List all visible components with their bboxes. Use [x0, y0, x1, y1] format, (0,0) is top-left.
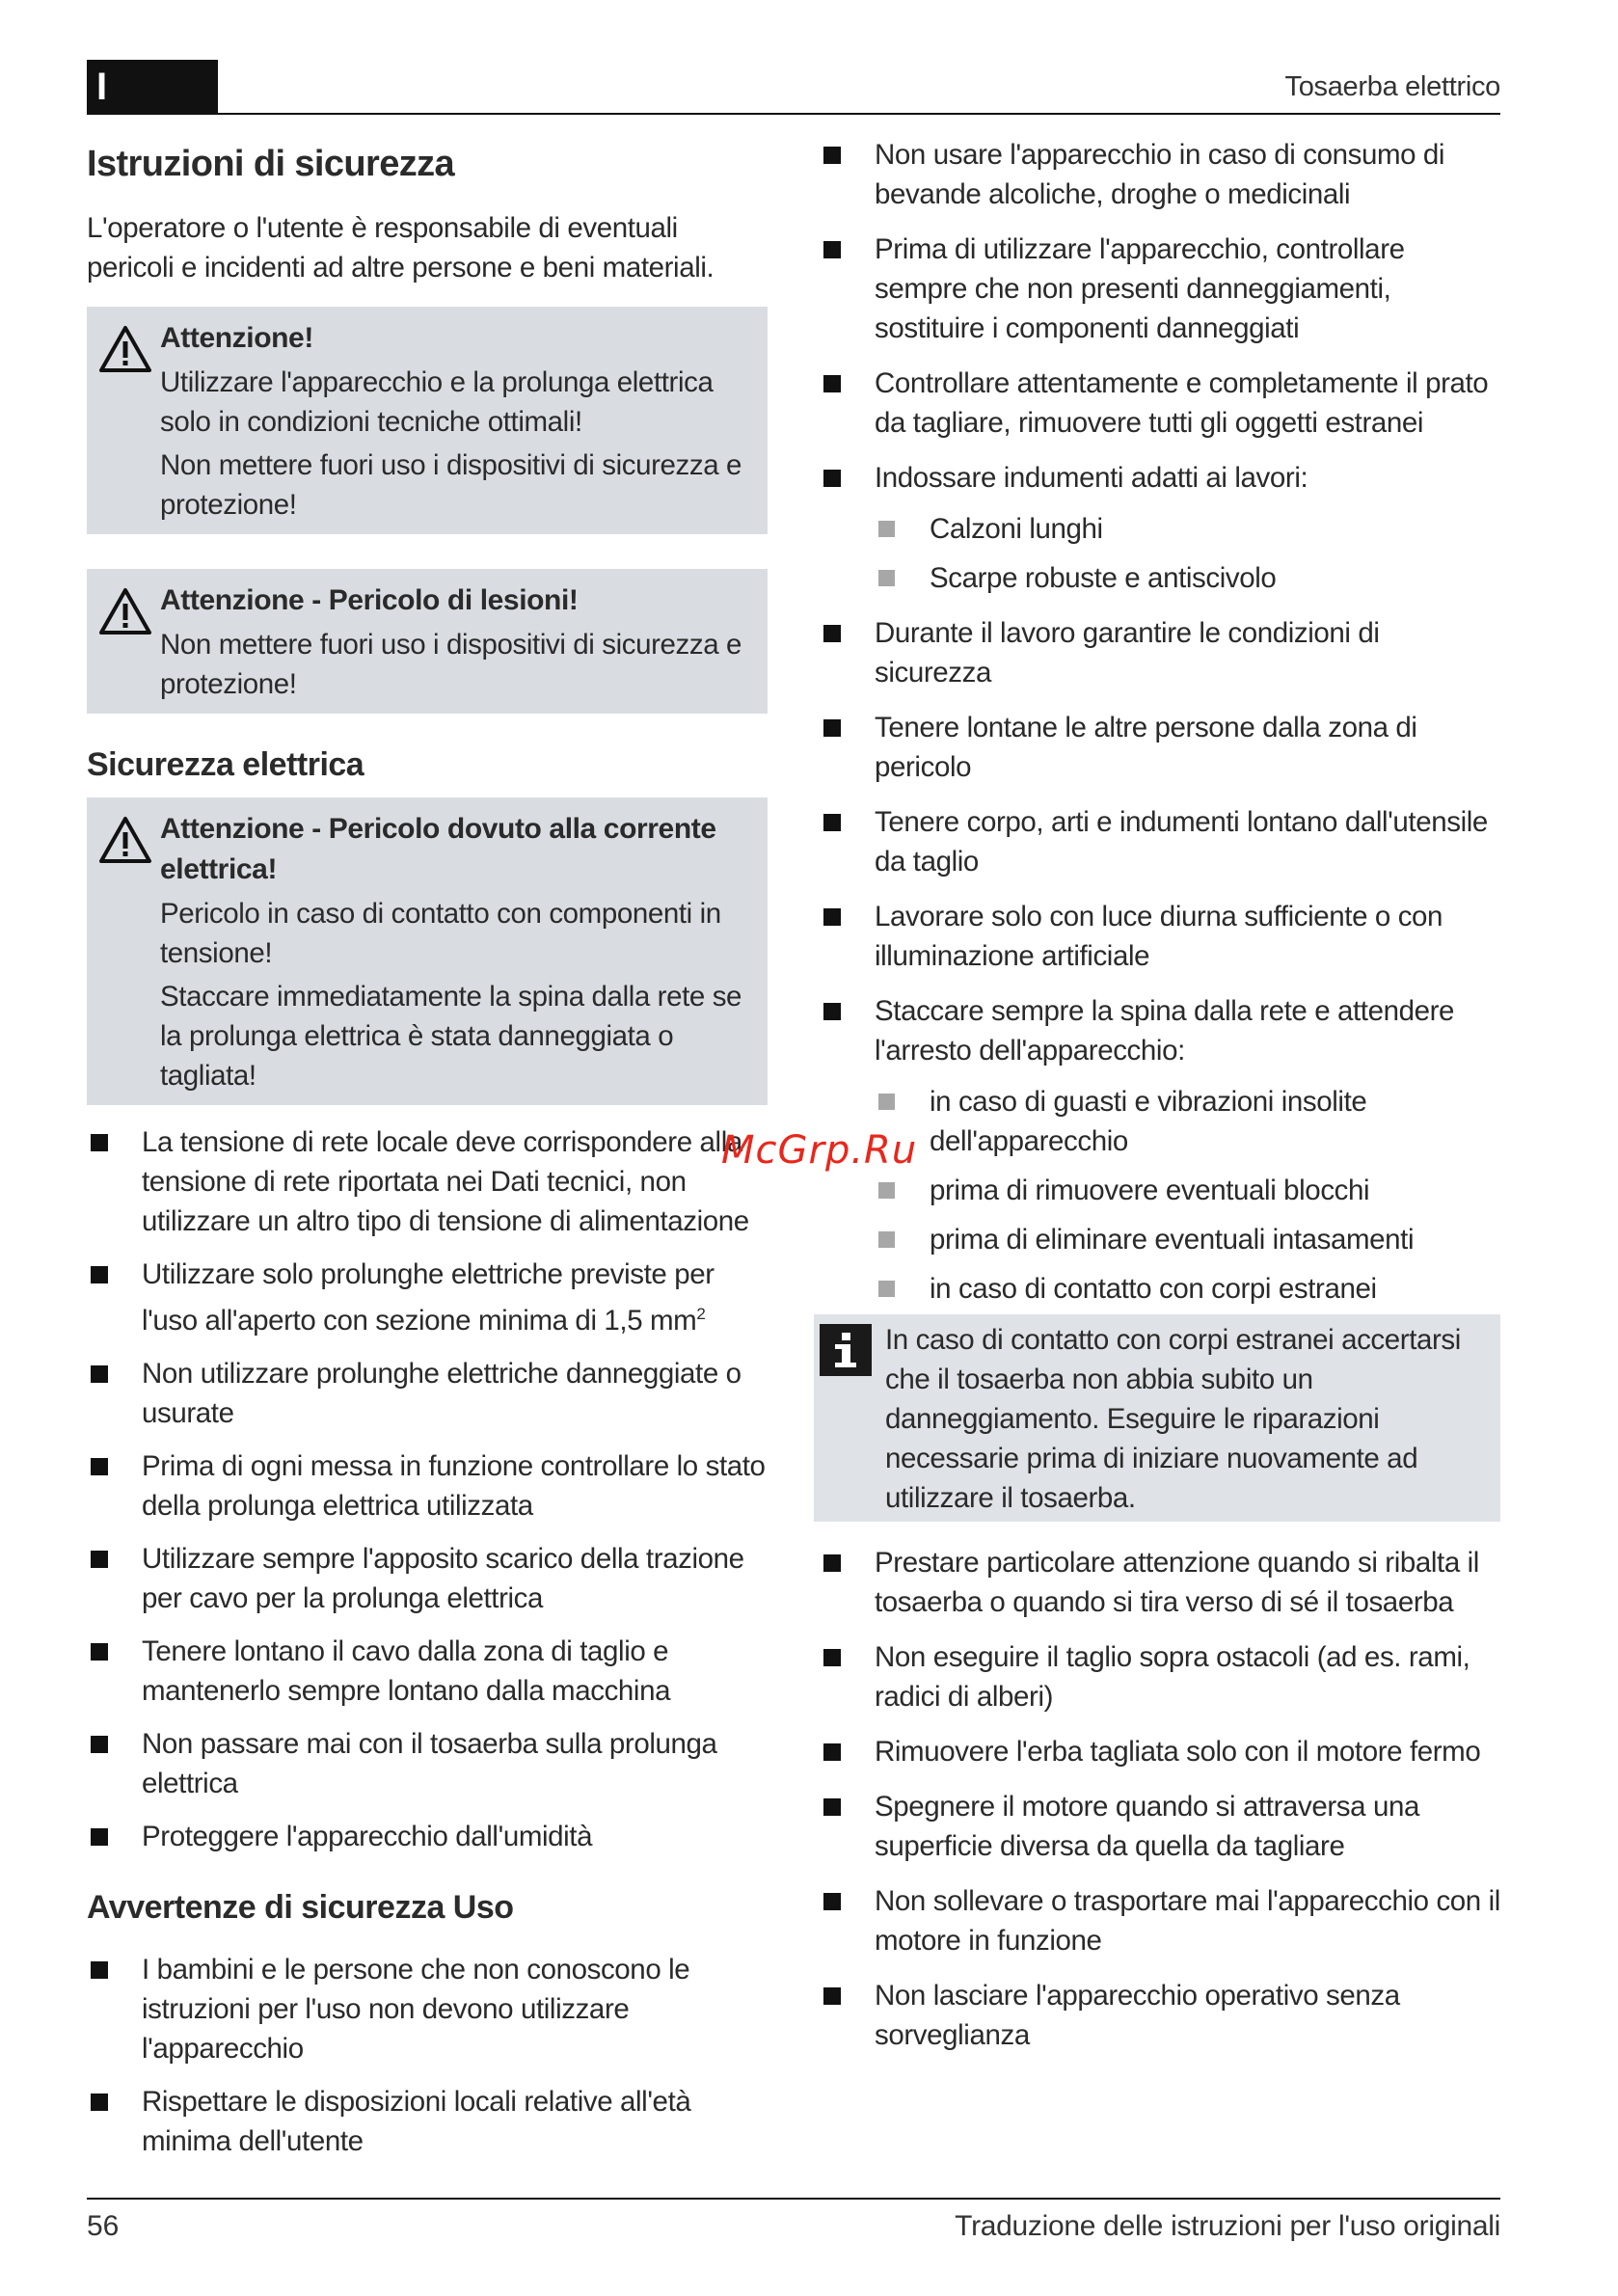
- bullet-square-icon: [91, 1266, 108, 1283]
- bullet-square-icon: [878, 521, 895, 537]
- operation-safety-list: [820, 1543, 1500, 2055]
- info-glyph-icon: [829, 1331, 862, 1369]
- list-item: Lavorare solo con luce diurna sufficiente o con illuminazione artificiale: [820, 897, 1500, 976]
- list-item: Non lasciare l'apparecchio operativo senza sorveglianza: [820, 1976, 1500, 2055]
- bullet-square-icon: [823, 1003, 841, 1020]
- list-item: Utilizzare solo prolunghe elettriche previste per l'uso all'aperto con sezione minima di 1,5 $mm^2$: [87, 1255, 768, 1340]
- warning-box-general: [87, 307, 768, 534]
- bullet-square-icon: [878, 570, 895, 586]
- sublist-item: prima di eliminare eventuali intasamenti: [875, 1220, 1500, 1259]
- warning-triangle-icon: [98, 586, 152, 636]
- electric-safety-list: [87, 1122, 768, 1856]
- list-item: La tensione di rete locale deve corrispondere alla tensione di rete riportata nei Dati tecnici, non utilizzare un altro tipo di tensione di alimentazione: [87, 1122, 768, 1241]
- bullet-square-icon: [823, 470, 841, 487]
- safety-heading: Istruzioni di sicurezza: [87, 144, 455, 184]
- warning-triangle-icon: [98, 324, 152, 374]
- list-item: I bambini e le persone che non conoscono le istruzioni per l'uso non devono utilizzare l'apparecchio: [87, 1950, 768, 2068]
- list-item: Rimuovere l'erba tagliata solo con il motore fermo: [820, 1732, 1500, 1771]
- info-icon: [820, 1324, 872, 1376]
- list-item: Utilizzare sempre l'apposito scarico della trazione per cavo per la prolunga elettrica: [87, 1539, 768, 1618]
- language-tab: I: [87, 60, 218, 114]
- bullet-square-icon: [878, 1231, 895, 1248]
- bullet-square-icon: [878, 1182, 895, 1199]
- bullet-square-icon: [823, 1798, 841, 1816]
- list-item: Non sollevare o trasportare mai l'apparecchio con il motore in funzione: [820, 1881, 1500, 1960]
- warning-title: Attenzione - Pericolo di lesioni!: [160, 584, 579, 616]
- sublist-item: Scarpe robuste e antiscivolo: [875, 558, 1500, 598]
- page-number: 56: [87, 2210, 120, 2242]
- warning-text: Non mettere fuori uso i dispositivi di sicurezza e protezione!: [160, 449, 742, 521]
- sublist-item: in caso di contatto con corpi estranei: [875, 1269, 1500, 1309]
- list-item: Tenere lontano il cavo dalla zona di taglio e mantenerlo sempre lontano dalla macchina: [87, 1632, 768, 1711]
- warning-title: Attenzione - Pericolo dovuto alla corrente elettrica!: [160, 813, 716, 885]
- warning-text: Staccare immediatamente la spina dalla rete se la prolunga elettrica è stata danneggiata o tagliata!: [160, 981, 742, 1092]
- list-item: Prima di ogni messa in funzione controllare lo stato della prolunga elettrica utilizzata: [87, 1446, 768, 1526]
- list-item: Non utilizzare prolunghe elettriche danneggiate o usurate: [87, 1354, 768, 1433]
- bullet-square-icon: [823, 1987, 841, 2005]
- intro-paragraph: L'operatore o l'utente è responsabile di eventuali pericoli e incidenti ad altre persone e beni materiali.: [87, 212, 715, 284]
- superscript: 2: [696, 1305, 706, 1323]
- sublist-item: Calzoni lunghi: [875, 509, 1500, 549]
- info-note-box: [814, 1314, 1500, 1522]
- bullet-square-icon: [823, 719, 841, 737]
- bullet-square-icon: [823, 625, 841, 642]
- bullet-square-icon: [823, 908, 841, 926]
- list-item: Tenere corpo, arti e indumenti lontano dall'utensile da taglio: [820, 802, 1500, 881]
- bullet-square-icon: [823, 1893, 841, 1910]
- list-item: Prima di utilizzare l'apparecchio, controllare sempre che non presenti danneggiamenti, sostituire i componenti danneggiati: [820, 230, 1500, 348]
- list-item: Prestare particolare attenzione quando si ribalta il tosaerba o quando si tira verso di sé il tosaerba: [820, 1543, 1500, 1622]
- bullet-square-icon: [91, 1365, 108, 1383]
- use-safety-heading: Avvertenze di sicurezza Uso: [87, 1888, 514, 1926]
- use-safety-list: [87, 1950, 768, 2161]
- list-item: Non usare l'apparecchio in caso di consumo di bevande alcoliche, droghe o medicinali: [820, 135, 1500, 214]
- info-note-text: In caso di contatto con corpi estranei accertarsi che il tosaerba non abbia subito un danneggiamento. Eseguire le riparazioni necessarie prima di iniziare nuovamente ad utilizzare il tosaerba.: [885, 1324, 1461, 1514]
- bullet-square-icon: [878, 1281, 895, 1297]
- bullet-square-icon: [823, 147, 841, 164]
- bullet-square-icon: [91, 1643, 108, 1661]
- list-item: Proteggere l'apparecchio dall'umidità: [87, 1817, 768, 1856]
- warning-box-injury: [87, 569, 768, 714]
- header-title: Tosaerba elettrico: [1284, 71, 1500, 102]
- footer-divider: [87, 2198, 1500, 2200]
- right-column: [820, 135, 1500, 2055]
- bullet-square-icon: [823, 1554, 841, 1572]
- bullet-square-icon: [878, 1094, 895, 1110]
- list-item: Spegnere il motore quando si attraversa una superficie diversa da quella da tagliare: [820, 1787, 1500, 1866]
- bullet-square-icon: [91, 1828, 108, 1846]
- bullet-square-icon: [91, 2093, 108, 2111]
- warning-text: Non mettere fuori uso i dispositivi di sicurezza e protezione!: [160, 629, 742, 700]
- warning-title: Attenzione!: [160, 322, 313, 354]
- clothing-sublist: [820, 509, 1500, 598]
- bullet-square-icon: [823, 375, 841, 392]
- unplug-sublist: [820, 1082, 1500, 1309]
- header-divider: [87, 113, 1500, 115]
- general-safety-list: [820, 135, 1500, 1309]
- list-item: Rispettare le disposizioni locali relative all'età minima dell'utente: [87, 2082, 768, 2161]
- warning-box-electric: [87, 797, 768, 1105]
- list-item: Indossare indumenti adatti ai lavori: Calzoni lunghi Scarpe robuste e antiscivolo: [820, 458, 1500, 598]
- warning-text: Utilizzare l'apparecchio e la prolunga elettrica solo in condizioni tecniche ottimali!: [160, 366, 714, 438]
- warning-text: Pericolo in caso di contatto con componenti in tensione!: [160, 898, 721, 969]
- footer-text: Traduzione delle istruzioni per l'uso originali: [955, 2210, 1500, 2242]
- list-item: Controllare attentamente e completamente il prato da tagliare, rimuovere tutti gli oggetti estranei: [820, 364, 1500, 443]
- watermark: McGrp.Ru: [721, 1128, 918, 1173]
- bullet-square-icon: [823, 1743, 841, 1761]
- sublist-item: in caso di guasti e vibrazioni insolite dell'apparecchio: [875, 1082, 1500, 1161]
- bullet-square-icon: [91, 1134, 108, 1151]
- electric-safety-heading: Sicurezza elettrica: [87, 746, 364, 783]
- list-item: Staccare sempre la spina dalla rete e attendere l'arresto dell'apparecchio: in caso di guasti e vibrazioni insolite dell'apparecchio prima di rimuovere eventuali blocchi prima di eliminare eventuali intasamenti in caso di contatto con corpi estranei: [820, 991, 1500, 1309]
- list-item: Non eseguire il taglio sopra ostacoli (ad es. rami, radici di alberi): [820, 1637, 1500, 1716]
- list-item: Durante il lavoro garantire le condizioni di sicurezza: [820, 613, 1500, 692]
- sublist-item: prima di rimuovere eventuali blocchi: [875, 1171, 1500, 1210]
- left-column: [87, 130, 768, 2161]
- bullet-square-icon: [823, 814, 841, 831]
- list-item: Non passare mai con il tosaerba sulla prolunga elettrica: [87, 1724, 768, 1803]
- bullet-square-icon: [823, 1649, 841, 1666]
- bullet-square-icon: [91, 1736, 108, 1753]
- bullet-square-icon: [823, 241, 841, 258]
- list-item: Tenere lontane le altre persone dalla zona di pericolo: [820, 708, 1500, 787]
- bullet-square-icon: [91, 1961, 108, 1979]
- warning-triangle-icon: [98, 815, 152, 865]
- bullet-square-icon: [91, 1458, 108, 1475]
- bullet-square-icon: [91, 1551, 108, 1568]
